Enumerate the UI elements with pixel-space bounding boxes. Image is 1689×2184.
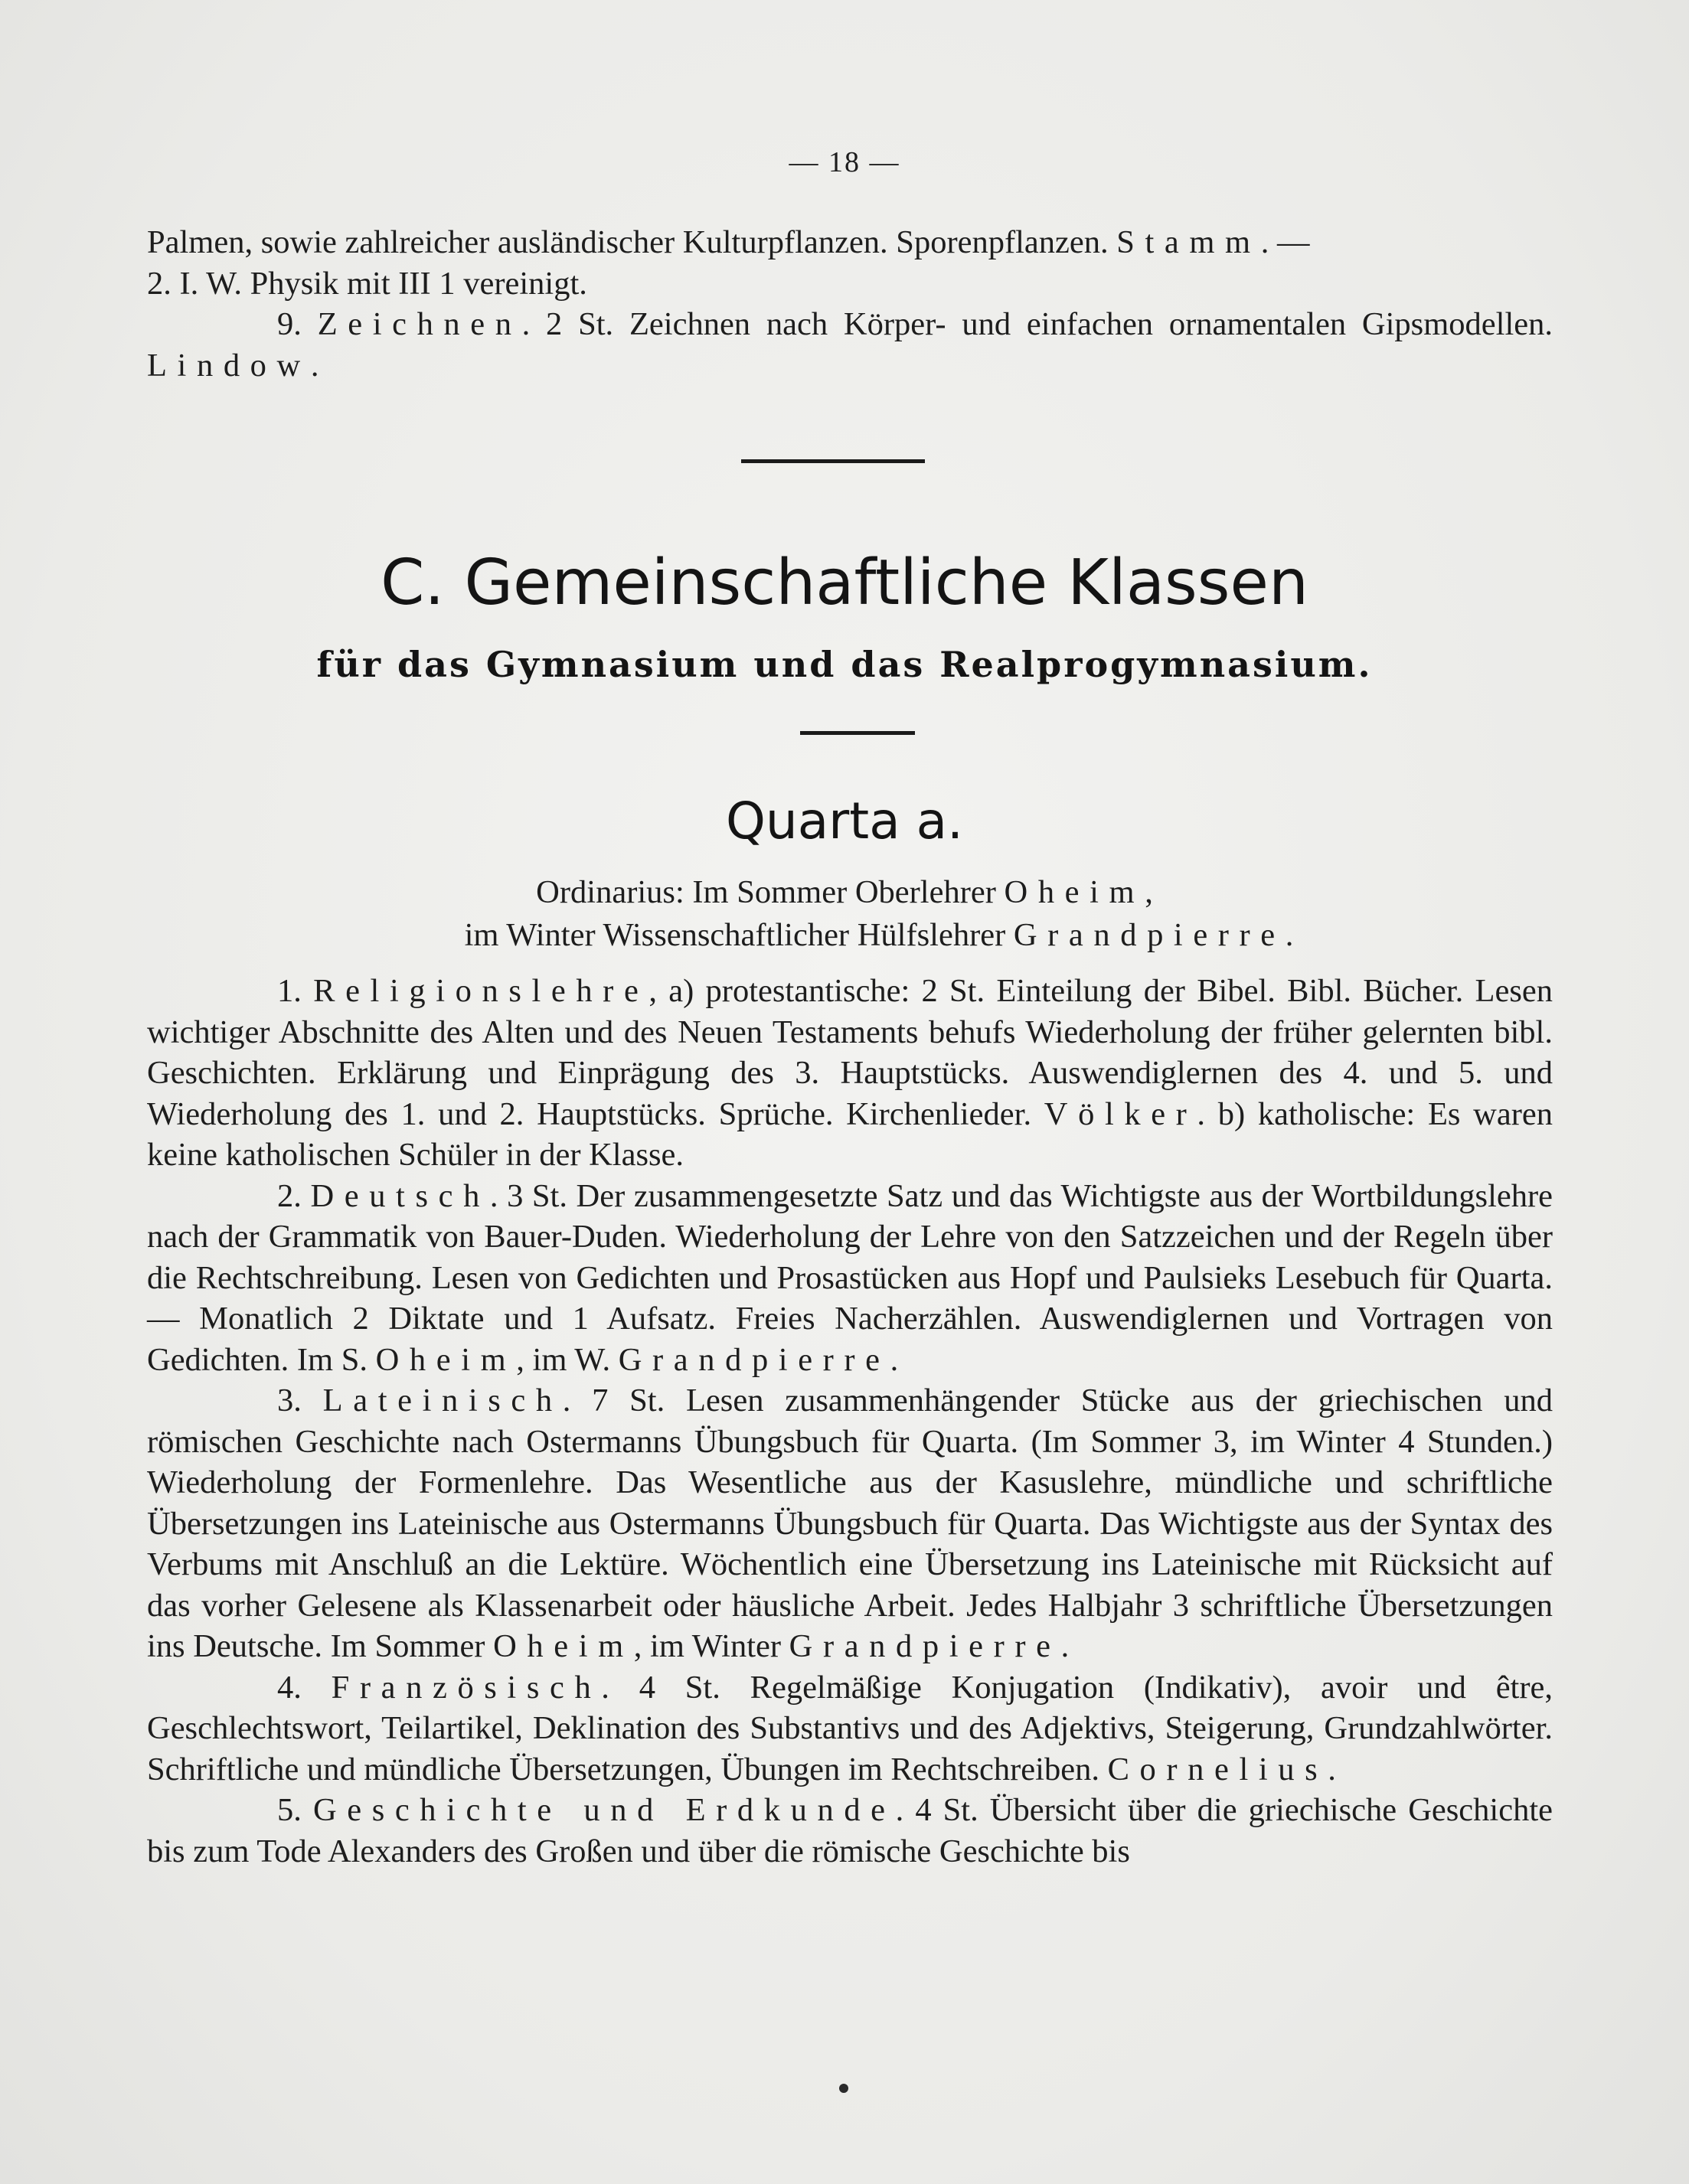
ordinarius-prefix: im Winter Wissenschaftlicher Hülfslehrer (464, 917, 1014, 953)
subject-name: Geschichte und Erdkunde (312, 1792, 896, 1828)
ordinarius-prefix: Ordinarius: Im Sommer Oberlehrer (536, 874, 1005, 910)
teacher-name: Völker (1044, 1095, 1197, 1132)
subject-name: Französisch (331, 1669, 602, 1706)
teacher-name: Oheim (1004, 874, 1145, 910)
item-text: . 2 St. Zeichnen nach Körper- und einfachen ornamentalen Gipsmodellen. (521, 306, 1553, 342)
section-divider-rule (741, 459, 925, 463)
section-title: C. Gemeinschaftliche Klassen (381, 547, 1308, 619)
subject-paragraph-religion (147, 971, 1553, 1176)
intro-paragraph (147, 222, 1553, 304)
teacher-name: Cornelius (1107, 1751, 1328, 1787)
teacher-name: Stamm (1116, 224, 1261, 260)
ordinarius-block (0, 871, 1689, 957)
intro-line-1-end: . — (1260, 224, 1310, 260)
item-number: 9. (277, 306, 318, 342)
subsection-divider-rule (800, 731, 915, 735)
punctuation: , (1145, 874, 1153, 910)
item-number: 1. (277, 973, 314, 1009)
subject-text: . b) katholische: Es waren keine katholischen Schüler in der Klasse. (147, 1095, 1553, 1173)
ordinarius-line-1 (0, 871, 1689, 914)
intro-text-block (147, 222, 1553, 386)
subjects-text-block (147, 971, 1553, 1872)
section-subtitle: für das Gymnasium und das Realprogymnasium. (316, 644, 1373, 685)
teacher-name: Oheim (493, 1628, 634, 1664)
teacher-name: Lindow (147, 347, 311, 384)
ink-dot-mark (839, 2084, 848, 2093)
intro-line-1: Palmen, sowie zahlreicher ausländischer Kulturpflanzen. Sporenpflanzen. (147, 224, 1117, 260)
teacher-name: Oheim (375, 1341, 517, 1378)
subject-text: . (1060, 1628, 1070, 1664)
teacher-name: Grandpierre (618, 1341, 890, 1378)
item-number: 2. (277, 1177, 311, 1214)
subject-text: . (890, 1341, 899, 1378)
punctuation: . (1285, 917, 1294, 953)
item-9-paragraph (147, 304, 1553, 386)
subject-text: . 7 St. Lesen zusammenhängender Stücke aus der griechischen und römischen Geschichte nach Ostermanns Übungsbuch für Quarta. (Im Sommer 3, im Winter 4 Stunden.) Wiederholung der Formenlehre. Das Wesentliche aus der Kasuslehre, mündliche und schriftliche Übersetzungen ins Lateinische aus Ostermanns Übungsbuch für Quarta. Das Wichtigste aus der Syntax des Verbums mit Anschluß an die Lektüre. Wöchentlich eine Übersetzung ins Lateinische mit Rücksicht auf das vorher Gelesene als Klassenarbeit oder häusliche Arbeit. Jedes Halbjahr 3 schriftliche Übersetzungen ins Deutsche. Im Sommer (147, 1383, 1553, 1664)
item-number: 4. (277, 1669, 332, 1706)
intro-line-2: 2. I. W. Physik mit III 1 vereinigt. (147, 265, 587, 302)
subject-name: Religionslehre (313, 973, 649, 1009)
subject-text: , a) protestantische: 2 St. Einteilung der Bibel. Bibl. Bücher. Lesen wichtiger Abschnitte des Alten und des Neuen Testaments behufs Wiederholung der früher gelernten bibl. Geschichten. Erklärung und Einprägung des 3. Hauptstücks. Auswendiglernen des 4. und 5. und Wiederholung des 1. und 2. Hauptstücks. Sprüche. Kirchenlieder. (147, 973, 1553, 1132)
page-number: — 18 — (789, 146, 900, 178)
subject-text: . 4 St. Regelmäßige Konjugation (Indikativ), avoir und être, Geschlechtswort, Teilartikel, Deklination des Substantivs und des Adjektivs, Steigerung, Grundzahlwörter. Schriftliche und mündliche Übersetzungen, Übungen im Rechtschreiben. (147, 1669, 1553, 1787)
subject-text: . 4 St. Übersicht über die griechische Geschichte bis zum Tode Alexanders des Großen und über die römische Geschichte bis (147, 1792, 1553, 1869)
subject-paragraph-latein (147, 1380, 1553, 1667)
teacher-name: Grandpierre (789, 1628, 1061, 1664)
subject-name: Lateinisch (322, 1383, 563, 1418)
subject-name: Deutsch (310, 1177, 490, 1214)
teacher-name: Grandpierre (1013, 917, 1286, 953)
item-end: . (310, 347, 319, 384)
item-number: 3. (277, 1383, 323, 1418)
class-title: Quarta a. (725, 792, 964, 850)
subject-text: , im W. (516, 1341, 619, 1378)
subject-text: . (1328, 1751, 1336, 1787)
subject-paragraph-franzoesisch (147, 1667, 1553, 1791)
subject-text: . 3 St. Der zusammengesetzte Satz und das Wichtigste aus der Wortbildungslehre nach der Grammatik von Bauer-Duden. Wiederholung der Lehre von den Satzzeichen und der Regeln über die Rechtschreibung. Lesen von Gedichten und Prosastücken aus Hopf und Paulsieks Lesebuch für Quarta. — Monatlich 2 Diktate und 1 Aufsatz. Freies Nacherzählen. Auswendiglernen und Vortragen von Gedichten. Im S. (147, 1177, 1553, 1378)
subject-paragraph-geschichte (147, 1790, 1553, 1872)
item-number: 5. (277, 1792, 313, 1828)
subject-text: , im Winter (633, 1628, 789, 1664)
subject-paragraph-deutsch (147, 1176, 1553, 1381)
ordinarius-line-2 (0, 914, 1689, 957)
subject-name: Zeichnen (317, 306, 522, 342)
